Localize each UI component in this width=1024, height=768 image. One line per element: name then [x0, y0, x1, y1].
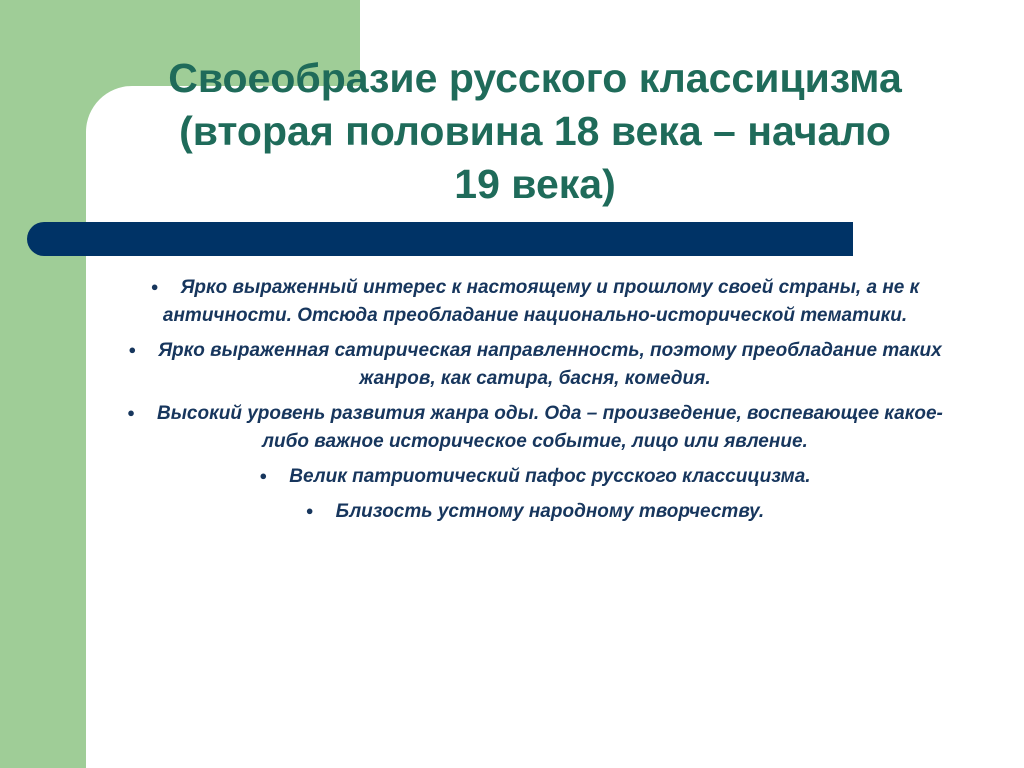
bullet-text: Близость устному народному творчеству.	[335, 501, 765, 522]
bullet-item	[120, 399, 950, 456]
title-line-3: 19 века)	[454, 161, 616, 207]
bullet-text: Ярко выраженная сатирическая направленность, поэтому преобладание таких жанров, как сатира, басня, комедия.	[158, 340, 942, 389]
bullet-dot-icon: ●	[150, 279, 159, 294]
bullet-text: Велик патриотический пафос русского классицизма.	[289, 466, 811, 487]
bullet-text: Ярко выраженный интерес к настоящему и прошлому своей страны, а не к античности. Отсюда преобладание национально-исторической тематики.	[162, 277, 920, 326]
bullet-text: Высокий уровень развития жанра оды. Ода – произведение, воспевающее какое-либо важное историческое событие, лицо или явление.	[156, 403, 943, 452]
bullet-item	[120, 497, 950, 526]
title-line-1: Своеобразие русского классицизма	[168, 55, 902, 101]
bullet-list	[120, 273, 950, 532]
bullet-dot-icon: ●	[128, 342, 137, 357]
bullet-dot-icon: ●	[127, 405, 135, 420]
title-line-2: (вторая половина 18 века – начало	[179, 108, 891, 154]
bullet-dot-icon: ●	[259, 468, 268, 483]
title-divider-bar	[27, 222, 853, 256]
bullet-item	[120, 273, 950, 330]
bullet-dot-icon: ●	[305, 503, 314, 518]
slide-title	[110, 52, 960, 211]
bullet-item	[120, 336, 950, 393]
bullet-item	[120, 462, 950, 491]
